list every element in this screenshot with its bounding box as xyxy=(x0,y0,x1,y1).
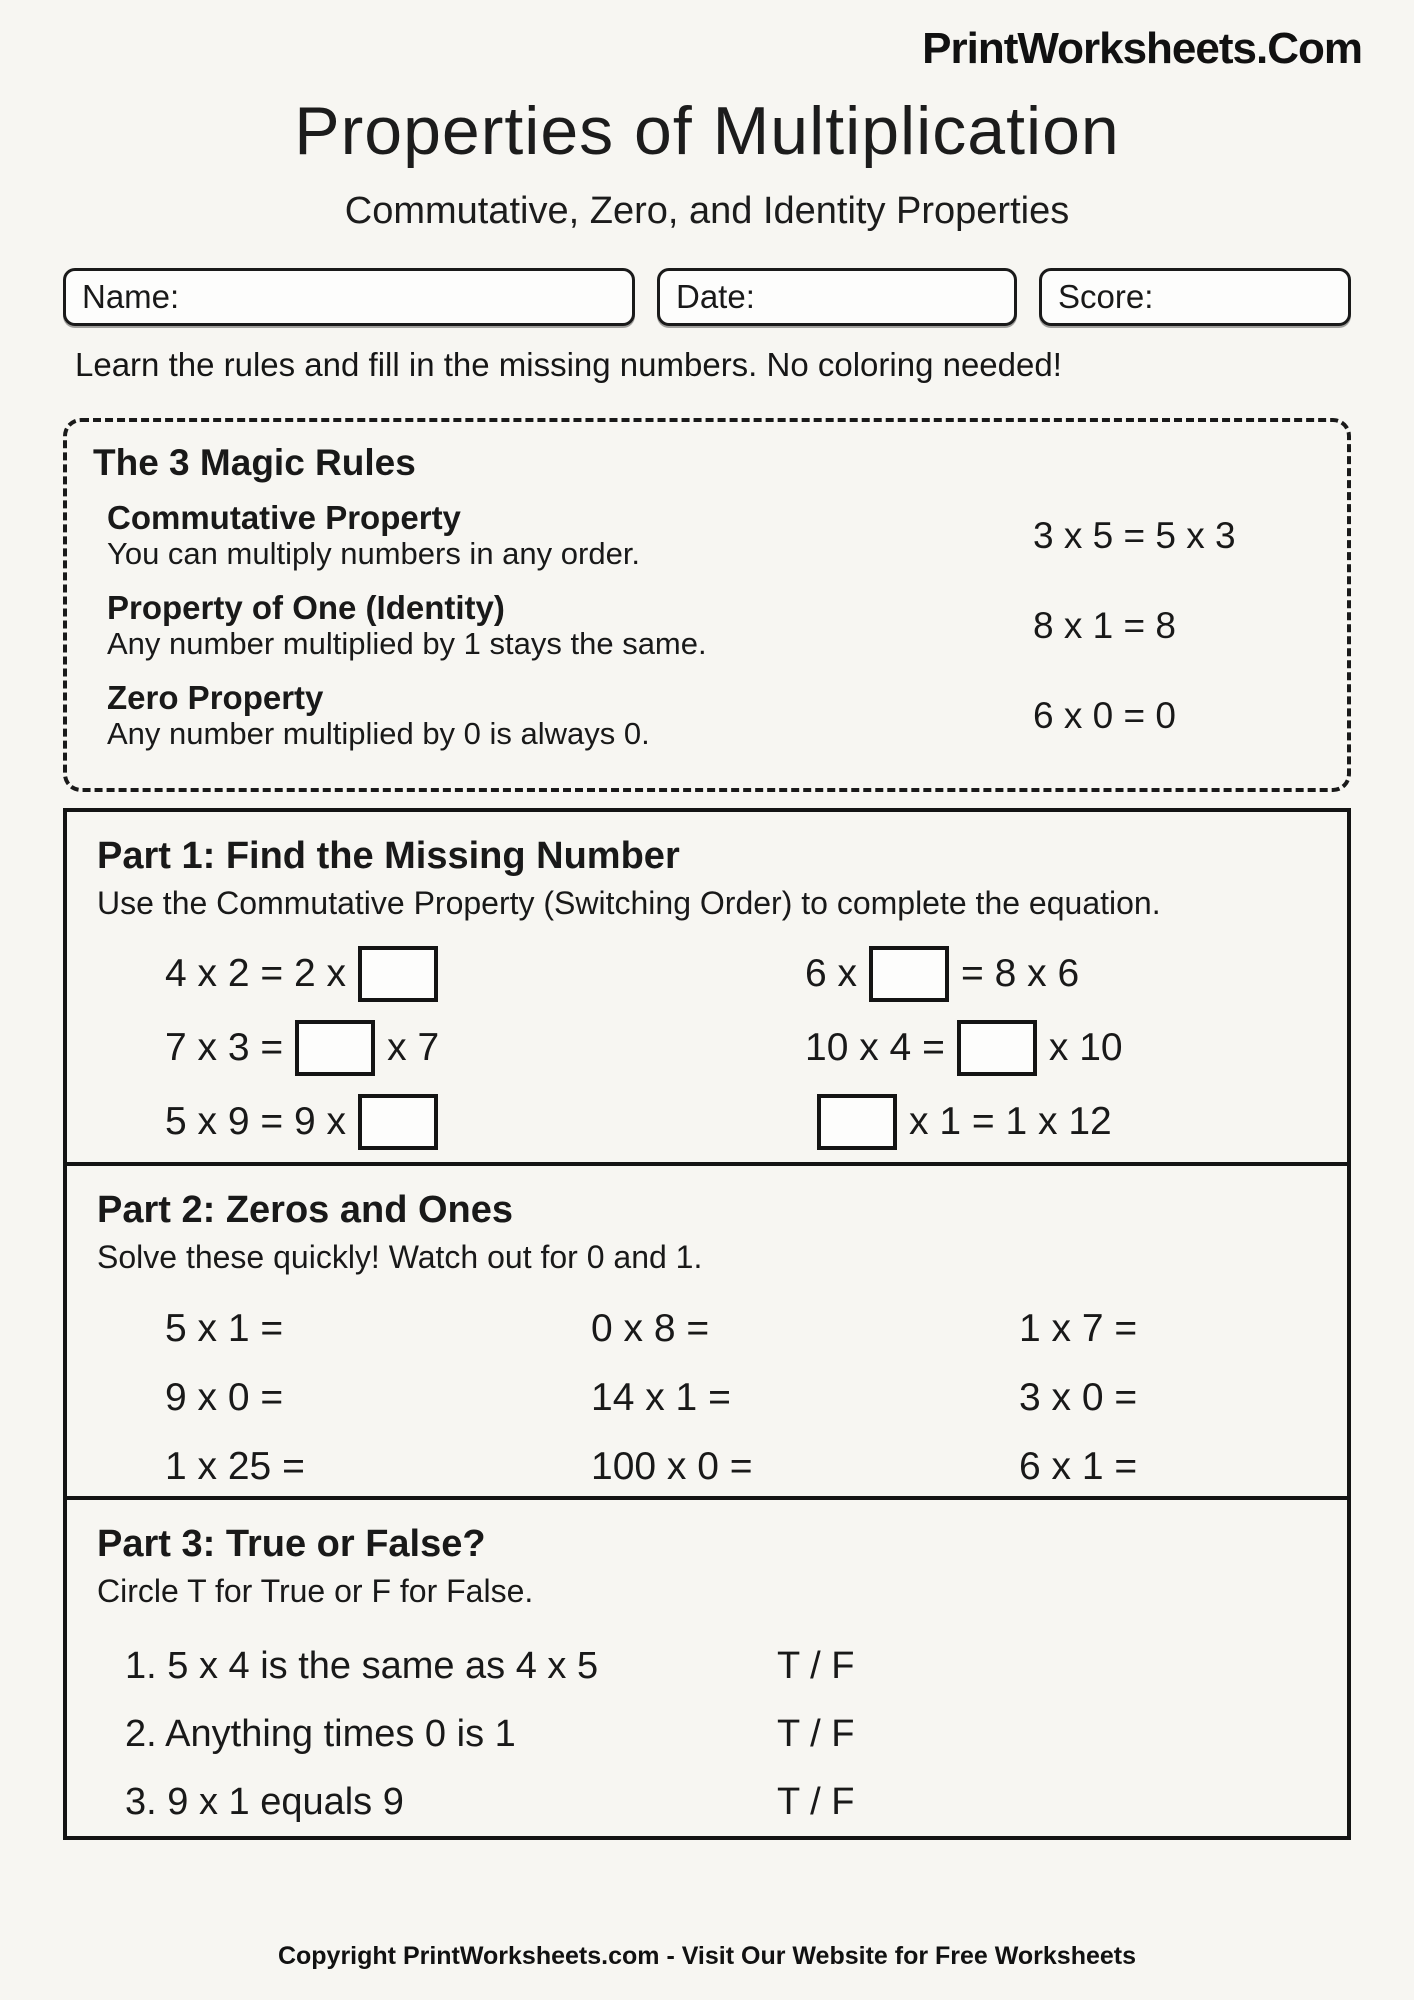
part3-section xyxy=(67,1496,1347,1834)
site-logo: PrintWorksheets.Com xyxy=(922,24,1362,73)
tf-statement: 3. 9 x 1 equals 9 xyxy=(125,1781,404,1824)
tf-statement: 2. Anything times 0 is 1 xyxy=(125,1713,516,1756)
page-title: Properties of Multiplication xyxy=(294,93,1120,169)
equation-row xyxy=(165,1085,805,1159)
rule-title: Property of One (Identity) xyxy=(107,588,505,626)
equation-text: 4 x 2 = 2 x xyxy=(165,951,347,995)
fill-in-equation[interactable]: 6 x 1 = xyxy=(1019,1445,1138,1489)
equation-text: x 10 xyxy=(1048,1025,1123,1069)
part2-section xyxy=(67,1162,1347,1496)
answer-box[interactable] xyxy=(817,1094,897,1150)
part1-heading: Part 1: Find the Missing Number xyxy=(97,835,680,877)
equation-text: 7 x 3 = xyxy=(165,1025,284,1069)
part2-subheading: Solve these quickly! Watch out for 0 and 1. xyxy=(97,1238,703,1275)
answer-box[interactable] xyxy=(295,1020,375,1076)
equation-text: x 1 = 1 x 12 xyxy=(909,1099,1112,1143)
tf-choice[interactable]: T / F xyxy=(777,1645,855,1688)
rule-description: Any number multiplied by 0 is always 0. xyxy=(107,716,650,752)
rule-text xyxy=(93,680,1033,752)
rule-description: Any number multiplied by 1 stays the same. xyxy=(107,626,707,662)
page-subtitle: Commutative, Zero, and Identity Properties xyxy=(344,190,1070,232)
part3-subheading: Circle T for True or F for False. xyxy=(97,1572,534,1609)
rule-example: 8 x 1 = 8 xyxy=(1033,604,1176,646)
answer-box[interactable] xyxy=(957,1020,1037,1076)
rule-title: Zero Property xyxy=(107,678,324,716)
rule-description: You can multiply numbers in any order. xyxy=(107,536,641,572)
part1-subheading: Use the Commutative Property (Switching Order) to complete the equation. xyxy=(97,884,1161,921)
true-false-row xyxy=(125,1701,1317,1769)
part2-equation-grid xyxy=(165,1295,1317,1502)
rules-heading: The 3 Magic Rules xyxy=(93,442,416,483)
rule-title: Commutative Property xyxy=(107,499,461,536)
fill-in-equation[interactable]: 0 x 8 = xyxy=(591,1307,710,1351)
equation-text: = 8 x 6 xyxy=(961,951,1080,995)
answer-box[interactable] xyxy=(869,946,949,1002)
true-false-row xyxy=(125,1769,1317,1837)
fill-in-equation[interactable]: 1 x 25 = xyxy=(165,1445,305,1489)
date-field-label: Date: xyxy=(676,278,755,315)
fill-in-equation[interactable]: 3 x 0 = xyxy=(1019,1376,1138,1420)
rule-example: 3 x 5 = 5 x 3 xyxy=(1033,514,1236,556)
answer-box[interactable] xyxy=(358,946,438,1002)
equation-text: x 7 xyxy=(387,1025,440,1069)
equation-text: 6 x xyxy=(805,951,858,995)
part1-equation-grid xyxy=(165,937,1317,1159)
rule-example: 6 x 0 = 0 xyxy=(1033,694,1176,736)
equation-row xyxy=(805,937,1317,1011)
name-field-label: Name: xyxy=(82,278,180,315)
rule-item-commutative xyxy=(93,500,1321,572)
part1-section xyxy=(67,812,1347,1162)
tf-choice[interactable]: T / F xyxy=(777,1713,855,1756)
fill-in-equation[interactable]: 9 x 0 = xyxy=(165,1376,284,1420)
rule-item-zero xyxy=(93,680,1321,752)
fill-in-equation[interactable]: 14 x 1 = xyxy=(591,1376,731,1420)
rule-item-identity xyxy=(93,590,1321,662)
answer-box[interactable] xyxy=(358,1094,438,1150)
rule-text xyxy=(93,500,1033,572)
fill-in-equation[interactable]: 5 x 1 = xyxy=(165,1307,284,1351)
fill-in-equation[interactable]: 1 x 7 = xyxy=(1019,1307,1138,1351)
score-field[interactable] xyxy=(1039,268,1351,326)
equation-text: 5 x 9 = 9 x xyxy=(165,1099,347,1143)
exercise-sections-box xyxy=(63,808,1351,1840)
name-field[interactable] xyxy=(63,268,635,326)
equation-row xyxy=(805,1011,1317,1085)
true-false-list xyxy=(125,1633,1317,1837)
instruction-text: Learn the rules and fill in the missing numbers. No coloring needed! xyxy=(75,346,1062,383)
fill-in-equation[interactable]: 100 x 0 = xyxy=(591,1445,753,1489)
date-field[interactable] xyxy=(657,268,1017,326)
footer-copyright: Copyright PrintWorksheets.com - Visit Our Website for Free Worksheets xyxy=(277,1942,1137,1970)
tf-statement: 1. 5 x 4 is the same as 4 x 5 xyxy=(125,1645,599,1688)
equation-text: 10 x 4 = xyxy=(805,1025,945,1069)
true-false-row xyxy=(125,1633,1317,1701)
score-field-label: Score: xyxy=(1058,278,1154,315)
rule-text xyxy=(93,590,1033,662)
part2-heading: Part 2: Zeros and Ones xyxy=(97,1189,514,1231)
part3-heading: Part 3: True or False? xyxy=(97,1523,486,1565)
equation-row xyxy=(165,1011,805,1085)
magic-rules-box xyxy=(63,418,1351,792)
equation-row xyxy=(165,937,805,1011)
equation-row xyxy=(805,1085,1317,1159)
tf-choice[interactable]: T / F xyxy=(777,1781,855,1824)
header-fields-row xyxy=(63,268,1351,326)
